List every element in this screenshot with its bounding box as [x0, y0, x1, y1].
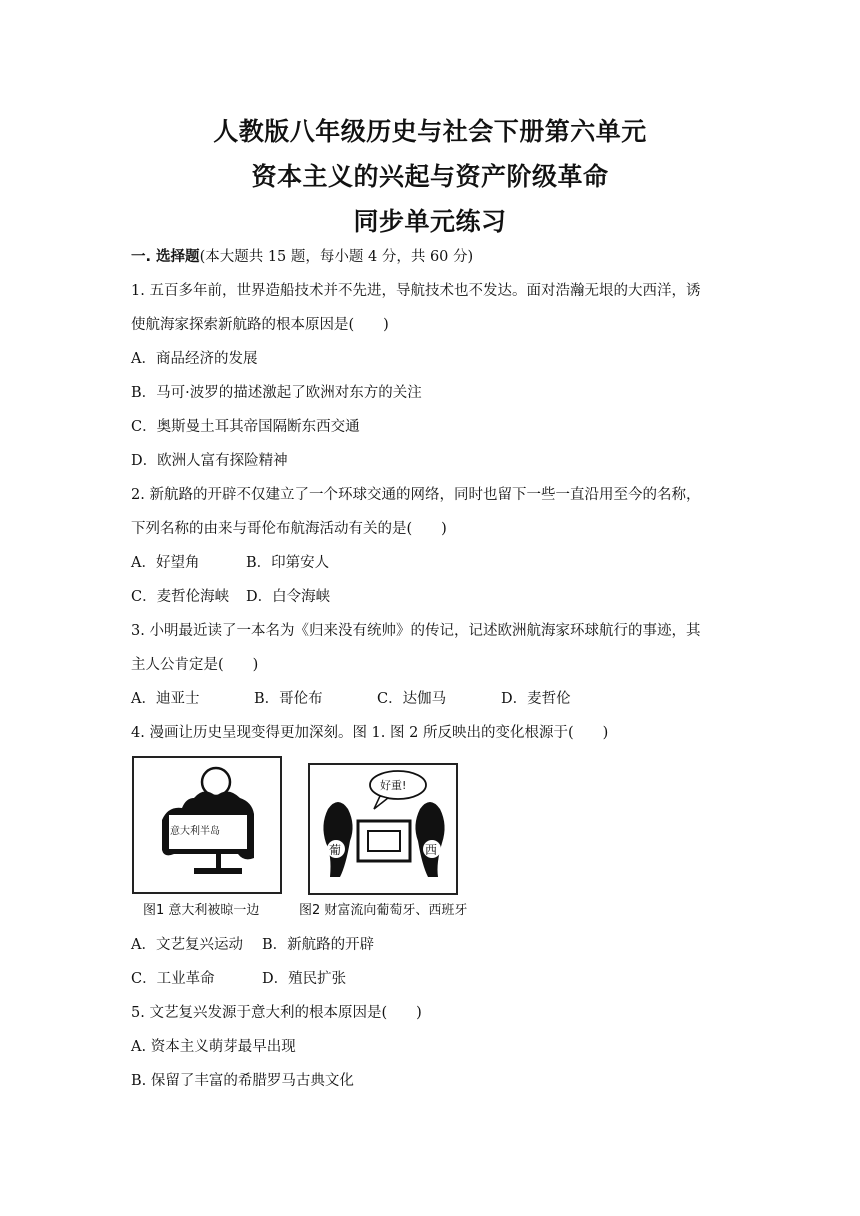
question-1-option-a: A．商品经济的发展 — [131, 351, 258, 367]
question-3-stem-line-2: 主人公肯定是( ) — [131, 657, 259, 673]
question-2-option-c: C．麦哲伦海峡 — [131, 589, 230, 605]
question-3-option-d: D．麦哲伦 — [501, 691, 571, 707]
question-5-option-b: B. 保留了丰富的希腊罗马古典文化 — [131, 1073, 354, 1089]
figure-2-left-label: 葡 — [329, 843, 342, 857]
question-2-option-a: A．好望角 — [131, 555, 200, 571]
figure-2-caption: 图2 财富流向葡萄牙、西班牙 — [299, 903, 468, 918]
question-5-stem: 5. 文艺复兴发源于意大利的根本原因是( ) — [131, 1005, 422, 1021]
question-4-option-d: D．殖民扩张 — [262, 971, 347, 987]
section-note: (本大题共 15 题，每小题 4 分，共 60 分) — [199, 249, 474, 265]
section-heading — [131, 247, 731, 267]
figure-2-cartoon — [308, 763, 458, 895]
figure-2-drawing — [310, 765, 456, 893]
figure-2-bubble-text: 好重! — [380, 779, 407, 792]
question-3-option-c: C．达伽马 — [377, 691, 447, 707]
figure-2-right-label: 西 — [425, 843, 438, 857]
figure-1-drawing — [134, 758, 280, 892]
figure-1-cartoon — [132, 756, 282, 894]
question-2-stem-line-2: 下列名称的由来与哥伦布航海活动有关的是( ) — [131, 521, 447, 537]
question-2-option-b: B．印第安人 — [246, 555, 330, 571]
figure-1-sign-text: 意大利半岛 — [170, 826, 220, 837]
question-1-stem-line-1: 1. 五百多年前，世界造船技术并不先进，导航技术也不发达。面对浩瀚无垠的大西洋，诱 — [131, 283, 701, 299]
title-line-2: 资本主义的兴起与资产阶级革命 — [251, 162, 609, 191]
question-1-option-d: D．欧洲人富有探险精神 — [131, 453, 288, 469]
title-line-1: 人教版八年级历史与社会下册第六单元 — [213, 117, 647, 146]
question-3-stem-line-1: 3. 小明最近读了一本名为《归来没有统帅》的传记，记述欧洲航海家环球航行的事迹，其 — [131, 623, 701, 639]
question-3-option-a: A．迪亚士 — [131, 691, 200, 707]
question-1-option-b: B．马可·波罗的描述激起了欧洲对东方的关注 — [131, 385, 422, 401]
question-2-option-d: D．白令海峡 — [246, 589, 331, 605]
question-4-option-b: B．新航路的开辟 — [262, 937, 375, 953]
title-line-3: 同步单元练习 — [353, 207, 507, 236]
question-2-stem-line-1: 2. 新航路的开辟不仅建立了一个环球交通的网络，同时也留下一些一直沿用至今的名称， — [131, 487, 701, 503]
question-1-stem-line-2: 使航海家探索新航路的根本原因是( ) — [131, 317, 389, 333]
question-3-options-row — [131, 689, 731, 709]
section-label: 一. 选择题 — [131, 249, 200, 265]
question-1-option-c: C．奥斯曼土耳其帝国隔断东西交通 — [131, 419, 360, 435]
question-4-option-a: A．文艺复兴运动 — [131, 937, 243, 953]
question-4-option-c: C．工业革命 — [131, 971, 215, 987]
question-4-stem: 4. 漫画让历史呈现变得更加深刻。图 1. 图 2 所反映出的变化根源于( ) — [131, 725, 609, 741]
question-5-option-a: A. 资本主义萌芽最早出现 — [131, 1039, 296, 1055]
question-2-options-row-1 — [131, 553, 731, 573]
question-2-options-row-2 — [131, 587, 731, 607]
figure-1-caption: 图1 意大利被晾一边 — [143, 903, 260, 918]
question-3-option-b: B．哥伦布 — [254, 691, 323, 707]
question-4-options-row-2 — [131, 969, 731, 989]
question-4-options-row-1 — [131, 935, 731, 955]
